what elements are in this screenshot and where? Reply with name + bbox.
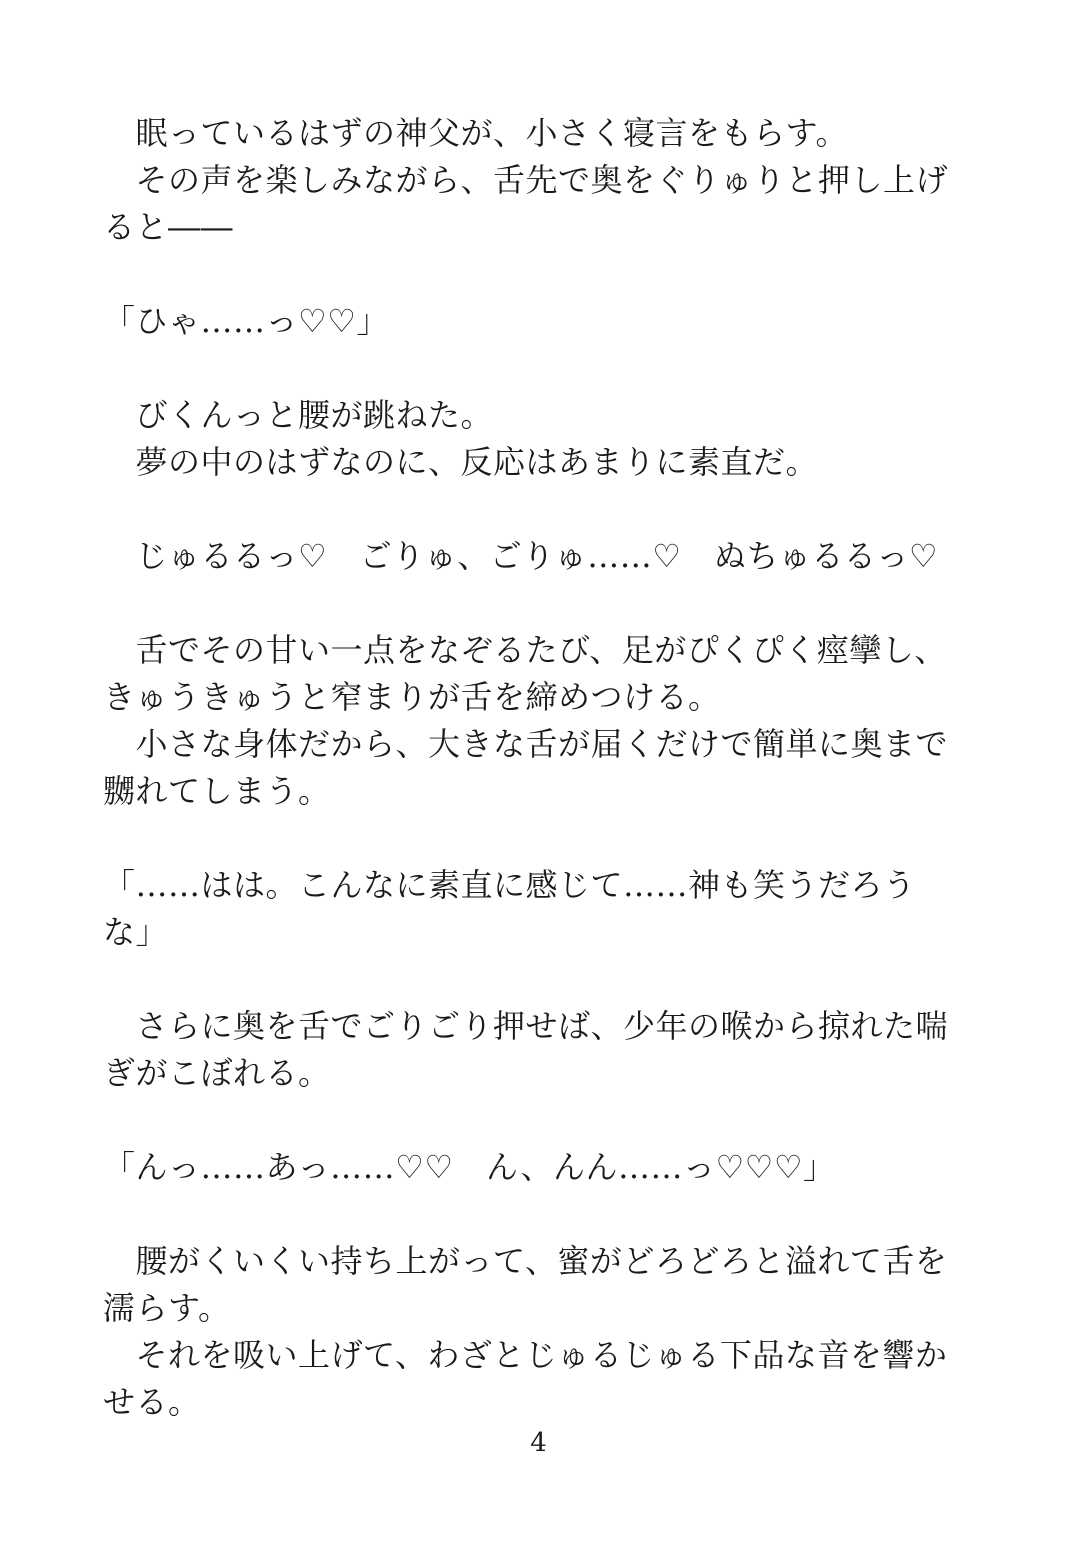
text-line: 夢の中のはずなのに、反応はあまりに素直だ。 <box>103 443 819 481</box>
dialogue-line: 「んっ……あっ……♡♡ ん、んん……っ♡♡♡」 <box>103 1148 836 1186</box>
text-line: びくんっと腰が跳ねた。 <box>103 396 494 434</box>
page-number: 4 <box>530 1428 547 1458</box>
text-line: 舌でその甘い一点をなぞるたび、足がぴくぴく痙攣し、 <box>103 631 947 669</box>
text-line: ると―― <box>103 208 234 246</box>
text-line: 眠っているはずの神父が、小さく寝言をもらす。 <box>103 114 848 152</box>
text-line: 腰がくいくい持ち上がって、蜜がどろどろと溢れて舌を <box>103 1242 948 1280</box>
text-line: 小さな身体だから、大きな舌が届くだけで簡単に奥まで <box>103 725 949 763</box>
text-line: 嬲れてしまう。 <box>103 772 331 810</box>
text-line: その声を楽しみながら、舌先で奥をぐりゅりと押し上げ <box>103 161 949 199</box>
text-line: きゅうきゅうと窄まりが舌を締めつける。 <box>103 678 721 716</box>
text-line: それを吸い上げて、わざとじゅるじゅる下品な音を響か <box>103 1336 948 1374</box>
text-line: 濡らす。 <box>103 1289 231 1327</box>
text-line: ぎがこぼれる。 <box>103 1054 331 1092</box>
text-line: さらに奥を舌でごりごり押せば、少年の喉から掠れた喘 <box>103 1007 949 1045</box>
text-line: せる。 <box>103 1383 201 1421</box>
dialogue-line: 「……はは。こんなに素直に感じて……神も笑うだろう <box>103 866 916 904</box>
dialogue-line: な」 <box>103 913 169 951</box>
dialogue-line: 「ひゃ……っ♡♡」 <box>103 302 389 340</box>
text-line: じゅるるっ♡ ごりゅ、ごりゅ……♡ ぬちゅるるっ♡ <box>103 537 939 575</box>
